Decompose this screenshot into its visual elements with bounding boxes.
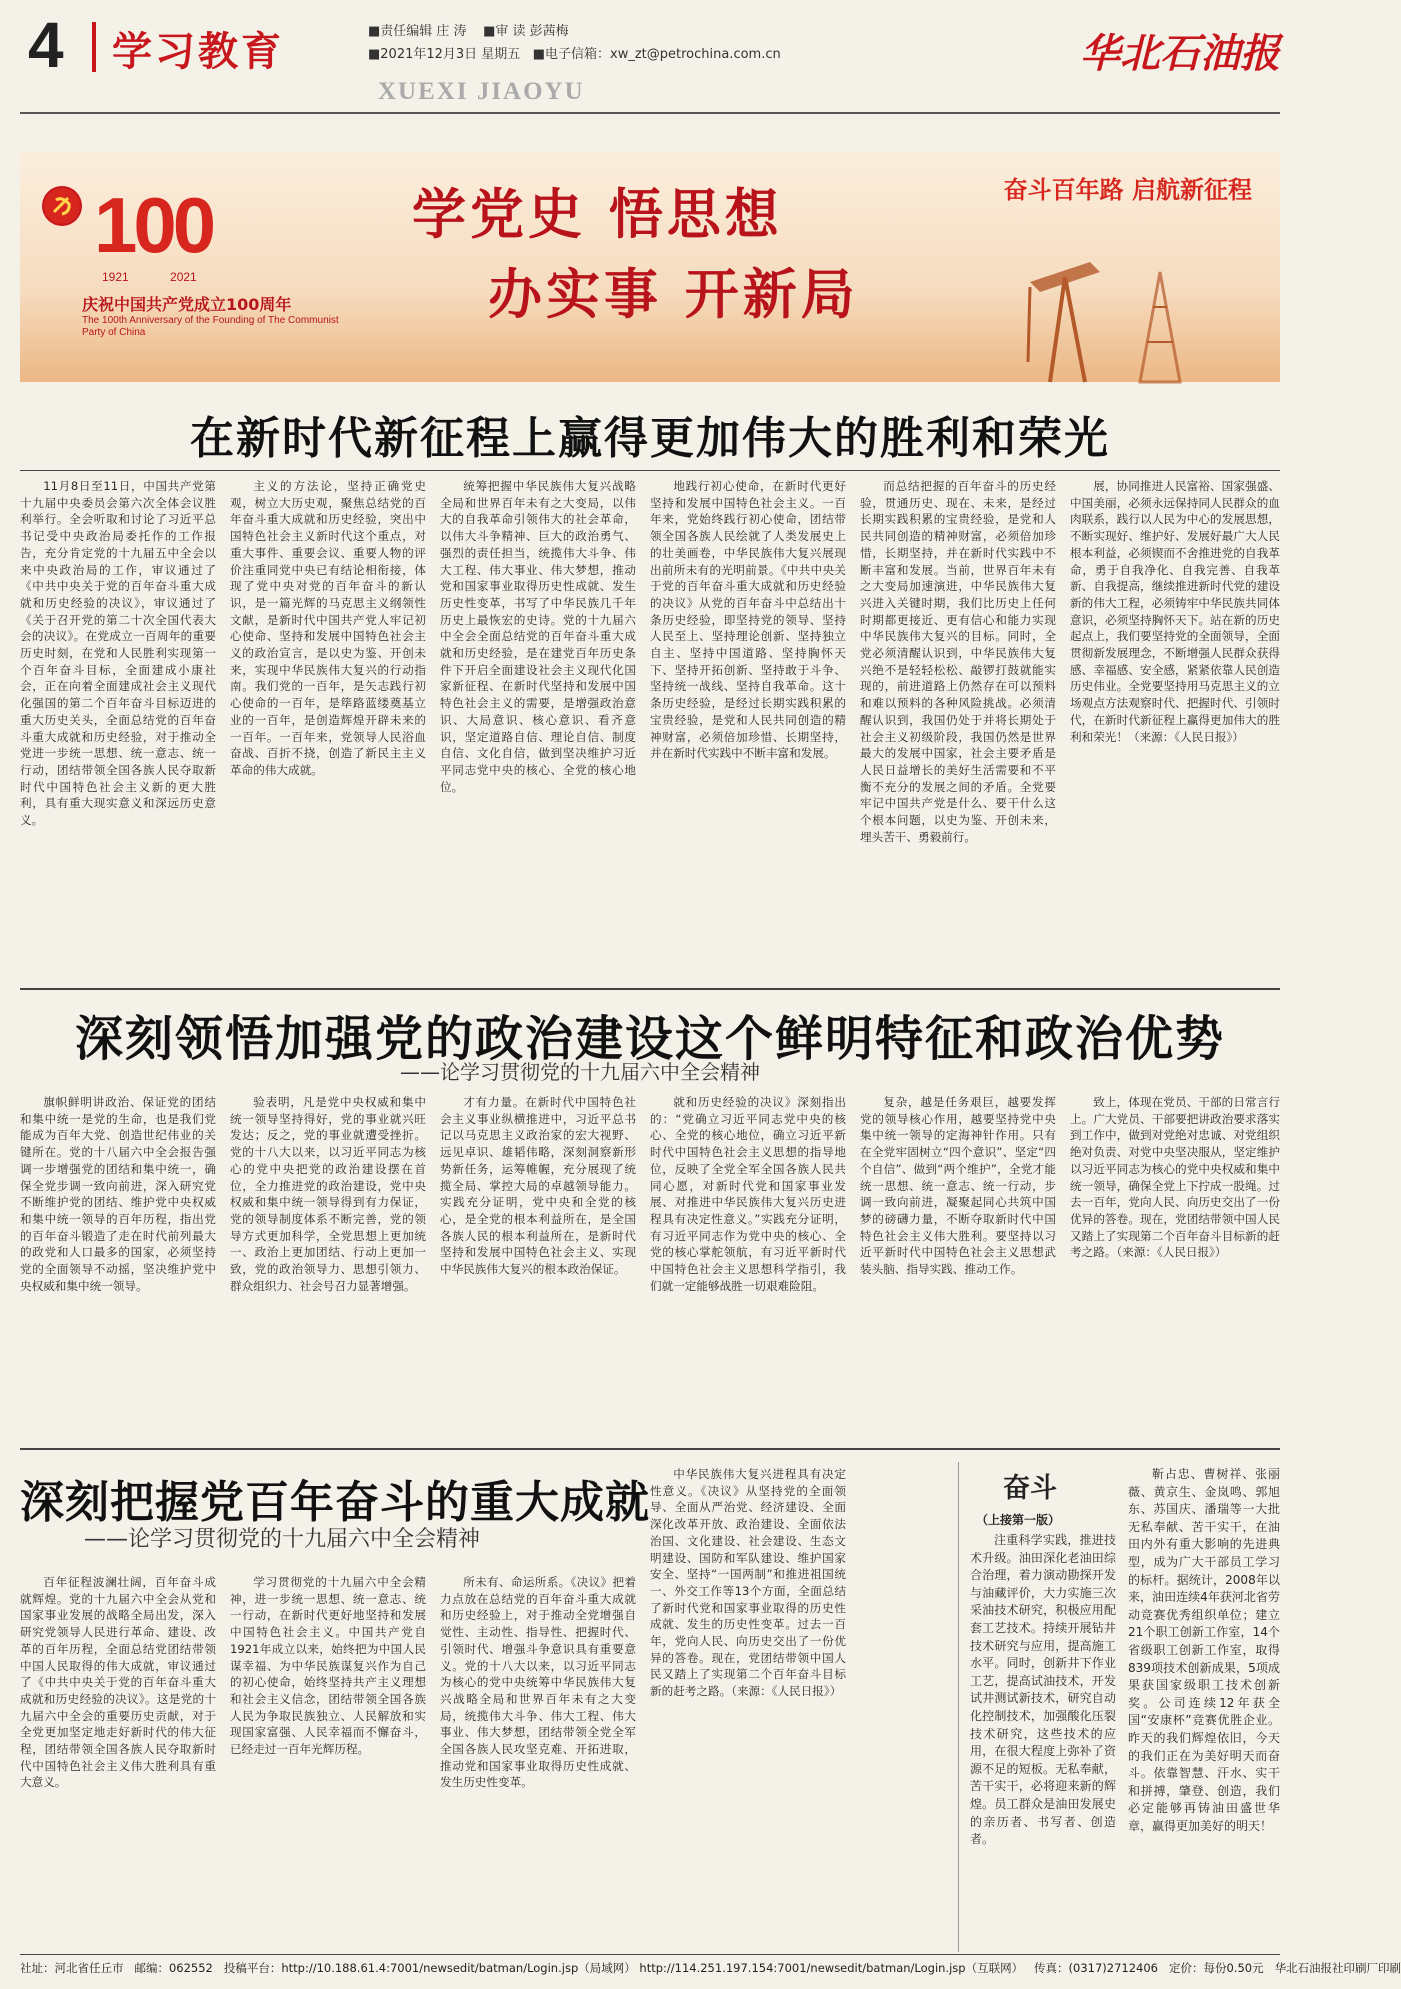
footer-price: 定价：每份0.50元 bbox=[1168, 1961, 1264, 1975]
footer-postcode: 邮编：062552 bbox=[134, 1961, 213, 1975]
header-rule bbox=[20, 112, 1280, 114]
footer-line bbox=[20, 1960, 1401, 1976]
article3-col-3: 所未有、命运所系。《决议》把着力点放在总结党的百年奋斗重大成就和历史经验上，对于推动全党增强自觉性、主动性、指导性、把握时代、引领时代、增强斗争意识具有重要意义。党的十八大以来，以习近平同志为核心的党中央统筹中华民族伟大复兴战略全局和世界百年未有之大变局，统揽伟大斗争、伟大工程、伟大事业、伟大梦想，团结带领全党全军全国各族人民攻坚克难、开拓进取，推动党和国家事业取得历史性成就、发生历史性变革。 bbox=[440, 1575, 636, 1790]
anniversary-years: 1921 2021 bbox=[102, 270, 197, 284]
sidebar-continued-note: （上接第一版） bbox=[976, 1513, 1061, 1527]
footer-rule bbox=[20, 1954, 1280, 1955]
section-pinyin: XUEXI JIAOYU bbox=[378, 78, 585, 105]
header-divider bbox=[92, 22, 96, 72]
anniversary-emblem bbox=[42, 172, 339, 362]
party-emblem-icon bbox=[42, 186, 82, 226]
footer-fax: 传真：(0317)2712406 bbox=[1034, 1961, 1159, 1975]
issue-date: ■2021年12月3日 星期五 bbox=[368, 47, 521, 62]
banner-headline-2: 办实事 开新局 bbox=[488, 263, 859, 326]
article1-col-3: 统筹把握中华民族伟大复兴战略全局和世界百年未有之大变局，以伟大的自我革命引领伟大的社会革命，以伟大斗争精神、巨大的政治勇气、强烈的责任担当，统揽伟大斗争、伟大工程、伟大事业、伟大梦想，推动党和国家事业取得历史性成就、发生历史性变革，书写了中华民族几千年历史上最恢宏的史诗。党的十九届六中全会全面总结党的百年奋斗重大成就和历史经验，是在建党百年历史条件下开启全面建设社会主义现代化国家新征程、在新时代坚持和发展中国特色社会主义的需要，是增强政治意识、大局意识、核心意识、看齐意识，坚定道路自信、理论自信、制度自信、文化自信，做到坚决维护习近平同志党中央的核心、全党的核心地位。 bbox=[440, 479, 636, 794]
sidebar-separator bbox=[958, 1462, 959, 1952]
theme-banner bbox=[20, 152, 1280, 382]
article2-col-1: 旗帜鲜明讲政治、保证党的团结和集中统一是党的生命，也是我们党能成为百年大党、创造世纪伟业的关键所在。党的十八届六中全会报告强调一步增强党的团结和集中统一，确保全党步调一致向前进，深入研究党不断维护党的团结、维护党中央权威和集中统一领导的百年历程，指出党的百年奋斗锻造了走在时代前列最大的政党和人口最多的国家，必须坚持党的全面领导不动摇，坚决维护党中央权威和集中统一领导。 bbox=[20, 1095, 216, 1293]
footer-submission-link-internet[interactable]: http://114.251.197.154:7001/newsedit/batman/Login.jsp（互联网） bbox=[639, 1961, 1024, 1975]
anniversary-caption-en: The 100th Anniversary of the Founding of The Communist Party of China bbox=[82, 315, 339, 338]
article1-bottom-rule bbox=[20, 988, 1280, 990]
article1-col-6: 展，协同推进人民富裕、国家强盛、中国美丽，必须永远保持同人民群众的血肉联系，践行以人民为中心的发展思想，不断实现好、维护好、发展好最广大人民根本利益，必须锲而不舍推进党的自我革命，勇于自我净化、自我完善、自我革新、自我提高，继续推进新时代党的建设新的伟大工程，必须铸牢中华民族共同体意识，必须坚持胸怀天下。站在新的历史起点上，我们要坚持党的全面领导，全面贯彻新发展理念，不断增强人民群众获得感、幸福感、安全感，紧紧依靠人民创造历史伟业。全党要坚持用马克思主义的立场观点方法观察时代、把握时代、引领时代，在新时代新征程上赢得更加伟大的胜利和荣光！（来源：《人民日报》） bbox=[1070, 479, 1280, 744]
banner-slogan: 奋斗百年路 启航新征程 bbox=[1003, 176, 1252, 204]
banner-headline-1: 学党史 悟思想 bbox=[412, 183, 783, 246]
oil-pumpjack-icon bbox=[960, 242, 1220, 382]
section-title: 学习教育 bbox=[112, 29, 284, 75]
footer-printer: 华北石油报社印刷厂印刷 bbox=[1274, 1961, 1401, 1975]
article2-headline: 深刻领悟加强党的政治建设这个鲜明特征和政治优势 bbox=[74, 1011, 1225, 1067]
article2-col-4: 就和历史经验的决议》深刻指出的：“党确立习近平同志党中央的核心、全党的核心地位，确立习近平新时代中国特色社会主义思想的指导地位，反映了全党全军全国各族人民共同心愿，对新时代党和国家事业发展、对推进中华民族伟大复兴历史进程具有决定性意义。”实践充分证明，有习近平同志作为党中央的核心、全党的核心掌舵领航，有习近平新时代中国特色社会主义思想科学指引，我们就一定能够战胜一切艰难险阻。 bbox=[650, 1095, 846, 1293]
article3-subtitle: ——论学习贯彻党的十九届六中全会精神 bbox=[84, 1527, 481, 1552]
article3-col-1: 百年征程波澜壮阔，百年奋斗成就辉煌。党的十九届六中全会从党和国家事业发展的战略全局出发，深入研究党领导人民进行革命、建设、改革的百年历程，全面总结党团结带领中国人民取得的伟大成就，审议通过了《中共中央关于党的百年奋斗重大成就和历史经验的决议》。这是党的十九届六中全会的重要历史贡献，对于全党更加坚定地走好新时代的伟大征程，团结带领全国各族人民夺取新时代中国特色社会主义伟大胜利具有重大意义。 bbox=[20, 1575, 216, 1790]
article1-col-1: 11月8日至11日，中国共产党第十九届中央委员会第六次全体会议胜利举行。全会听取和讨论了习近平总书记受中央政治局委托作的工作报告，充分肯定党的十九届五中全会以来中央政治局的工作，审议通过了《中共中央关于党的百年奋斗重大成就和历史经验的决议》，审议通过了《关于召开党的第二十次全国代表大会的决议》。在党成立一百周年的重要历史时刻，在党和人民胜利实现第一个百年奋斗目标，全面建成小康社会，正在向着全面建成社会主义现代化强国的第二个百年奋斗目标迈进的重大历史关头，全面总结党的百年奋斗重大成就和历史经验，对于推动全党进一步统一思想、统一意志、统一行动，团结带领全国各族人民夺取新时代中国特色社会主义新的更大胜利，具有重大现实意义和深远历史意义。 bbox=[20, 479, 216, 828]
footer-address: 社址：河北省任丘市 bbox=[20, 1961, 124, 1975]
article1-col-2: 主义的方法论，坚持正确党史观，树立大历史观，聚焦总结党的百年奋斗重大成就和历史经验，突出中国特色社会主义新时代这个重点，对重大事件、重要会议、重要人物的评价注重同党中央已有结论相衔接，体现了党中央对党的百年奋斗的新认识，是一篇光辉的马克思主义纲领性文献，是新时代中国共产党人牢记初心使命、坚持和发展中国特色社会主义的政治宣言，是以史为鉴、开创未来，实现中华民族伟大复兴的行动指南。我们党的一百年，是矢志践行初心使命的一百年，是筚路蓝缕奠基立业的一百年，是创造辉煌开辟未来的一百年。一百年来，党领导人民浴血奋战、百折不挠，创造了新民主主义革命的伟大成就。 bbox=[230, 479, 426, 777]
article1-col-5: 而总结把握的百年奋斗的历史经验，贯通历史、现在、未来，是经过长期实践积累的宝贵经验，是党和人民共同创造的精神财富，必须倍加珍惜，长期坚持，并在新时代实践中不断丰富和发展。当前，世界百年未有之大变局加速演进，中华民族伟大复兴进入关键时期，我们比历史上任何时期都更接近、更有信心和能力实现中华民族伟大复兴的目标。同时，全党必须清醒认识到，中华民族伟大复兴绝不是轻轻松松、敲锣打鼓就能实现的，前进道路上仍然存在可以预料和难以预料的各种风险挑战。必须清醒认识到，我国仍处于并将长期处于社会主义初级阶段，我国仍然是世界最大的发展中国家，社会主要矛盾是人民日益增长的美好生活需要和不平衡不充分的发展之间的矛盾。全党要牢记中国共产党是什么、要干什么这个根本问题，以史为鉴、开创未来，埋头苦干、勇毅前行。 bbox=[860, 479, 1056, 844]
article2-bottom-rule bbox=[20, 1448, 1280, 1450]
article2-subtitle: ——论学习贯彻党的十九届六中全会精神 bbox=[400, 1060, 760, 1084]
header-meta bbox=[368, 20, 781, 66]
article1-top-rule bbox=[20, 470, 1280, 471]
sidebar-col-1: 注重科学实践，推进技术升级。油田深化老油田综合治理，着力演动勘探开发与油藏评价，大力实施三次采油技术研究，积极应用配套工艺技术。持续开展钻井技术研究与应用，提高施工水平。同时，创新井下作业工艺，提高试油技术，开发试井测试新技术，研究自动化控制技术，加强酸化压裂技术研究，这些技术的应用，在很大程度上弥补了资源不足的短板。无私奉献，苦干实干，必将迎来新的辉煌。员工群众是油田发展史的亲历者、书写者、创造者。 bbox=[970, 1533, 1116, 1847]
reviewer-credit: ■审 读 彭茜梅 bbox=[483, 24, 569, 39]
anniversary-caption-cn: 庆祝中国共产党成立100周年 bbox=[82, 295, 292, 314]
anniversary-logo-100: 100 bbox=[94, 181, 213, 269]
article2-col-3: 才有力量。在新时代中国特色社会主义事业纵横推进中，习近平总书记以马克思主义政治家的宏大视野、远见卓识、雄韬伟略，深刻洞察新形势新任务，运筹帷幄，充分展现了统揽全局、掌控大局的卓越领导能力。实践充分证明，党中央和全党的核心，是全党的根本利益所在，是全国各族人民的根本利益所在，是新时代坚持和发展中国特色社会主义、实现中华民族伟大复兴的根本政治保证。 bbox=[440, 1095, 636, 1277]
footer-submission-link-lan[interactable]: 投稿平台：http://10.188.61.4:7001/newsedit/batman/Login.jsp（局域网） bbox=[223, 1961, 636, 1975]
article3-headline: 深刻把握党百年奋斗的重大成就 bbox=[20, 1477, 650, 1528]
email-address: ■电子信箱：xw_zt@petrochina.com.cn bbox=[532, 47, 781, 62]
article2-col-6: 致上，体现在党员、干部的日常言行上。广大党员、干部要把讲政治要求落实到工作中，做到对党绝对忠诚、对党组织绝对负责、对党中央坚决服从，坚定维护以习近平同志为核心的党中央权威和集中统一领导，确保全党上下拧成一股绳。过去一百年，党向人民、向历史交出了一份优异的答卷。现在，党团结带领中国人民又踏上了实现第二个百年奋斗目标新的赶考之路。（来源：《人民日报》） bbox=[1070, 1095, 1280, 1260]
article2-col-5: 复杂，越是任务艰巨，越要发挥党的领导核心作用，越要坚持党中央集中统一领导的定海神针作用。只有在全党牢固树立“四个意识”、坚定“四个自信”、做到“两个维护”，全党才能统一思想、统一意志、统一行动，步调一致向前进，凝聚起同心共筑中国梦的磅礴力量，不断夺取新时代中国特色社会主义伟大胜利。要坚持以习近平新时代中国特色社会主义思想武装头脑、指导实践、推动工作。 bbox=[860, 1095, 1056, 1277]
sidebar-headline: 奋斗 bbox=[1003, 1473, 1057, 1504]
page-number: 4 bbox=[28, 9, 64, 81]
sidebar-col-2: 靳占忠、曹树祥、张丽薇、黄京生、金岚鸣、郭旭东、苏国庆、潘瑞等一大批无私奉献、苦干实干，在油田内外有重大影响的先进典型，成为广大干部员工学习的标杆。据统计，2008年以来，油田连续4年获河北省劳动竞赛优秀组织单位；建立21个职工创新工作室，14个省级职工创新工作室，取得839项技术创新成果，5项成果获国家级职工技术创新奖。公司连续12年获全国“安康杯”竞赛优胜企业。昨天的我们辉煌依旧，今天的我们正在为美好明天而奋斗。依靠智慧、汗水、实干和拼搏，肇登、创造，我们必定能够再铸油田盛世华章，赢得更加美好的明天！ bbox=[1128, 1467, 1280, 1833]
masthead bbox=[20, 8, 1280, 108]
newspaper-logo: 华北石油报 bbox=[1080, 30, 1280, 77]
article2-col-2: 验表明，凡是党中央权威和集中统一领导坚持得好，党的事业就兴旺发达；反之，党的事业就遭受挫折。党的十八大以来，以习近平同志为核心的党中央把党的政治建设摆在首位，全力推进党的政治建设，党中央权威和集中统一领导得到有力保证，党的领导制度体系不断完善，党的领导方式更加科学，全党思想上更加统一、政治上更加团结、行动上更加一致，党的政治领导力、思想引领力、群众组织力、社会号召力显著增强。 bbox=[230, 1095, 426, 1293]
article1-headline: 在新时代新征程上赢得更加伟大的胜利和荣光 bbox=[190, 413, 1110, 464]
article3-col-4: 中华民族伟大复兴进程具有决定性意义。《决议》从坚持党的全面领导、全面从严治党、经济建设、全面深化改革开放、政治建设、全面依法治国、文化建设、社会建设、生态文明建设、国防和军队建设、维护国家安全、坚持“一国两制”和推进祖国统一、外交工作等13个方面，全面总结了新时代党和国家事业取得的历史性成就、发生的历史性变革。过去一百年，党向人民、向历史交出了一份优异的答卷。现在，党团结带领中国人民又踏上了实现第二个百年奋斗目标新的赶考之路。（来源：《人民日报》） bbox=[650, 1467, 846, 1699]
editor-credit: ■责任编辑 庄 涛 bbox=[368, 24, 467, 39]
article3-col-2: 学习贯彻党的十九届六中全会精神，进一步统一思想、统一意志、统一行动，在新时代更好地坚持和发展中国特色社会主义。中国共产党自1921年成立以来，始终把为中国人民谋幸福、为中华民族谋复兴作为自己的初心使命，始终坚持共产主义理想和社会主义信念，团结带领全国各族人民为争取民族独立、人民解放和实现国家富强、人民幸福而不懈奋斗，已经走过一百年光辉历程。 bbox=[230, 1575, 426, 1757]
article1-col-4: 地践行初心使命，在新时代更好坚持和发展中国特色社会主义。一百年来，党始终践行初心使命，团结带领全国各族人民绘就了人类发展史上的壮美画卷，中华民族伟大复兴展现出前所未有的光明前景。《中共中央关于党的百年奋斗重大成就和历史经验的决议》从党的百年奋斗中总结出十条历史经验，即坚持党的领导、坚持人民至上、坚持理论创新、坚持独立自主、坚持中国道路、坚持胸怀天下、坚持开拓创新、坚持敢于斗争、坚持统一战线、坚持自我革命。这十条历史经验，是经过长期实践积累的宝贵经验，是党和人民共同创造的精神财富，必须倍加珍惜、长期坚持，并在新时代实践中不断丰富和发展。 bbox=[650, 479, 846, 761]
